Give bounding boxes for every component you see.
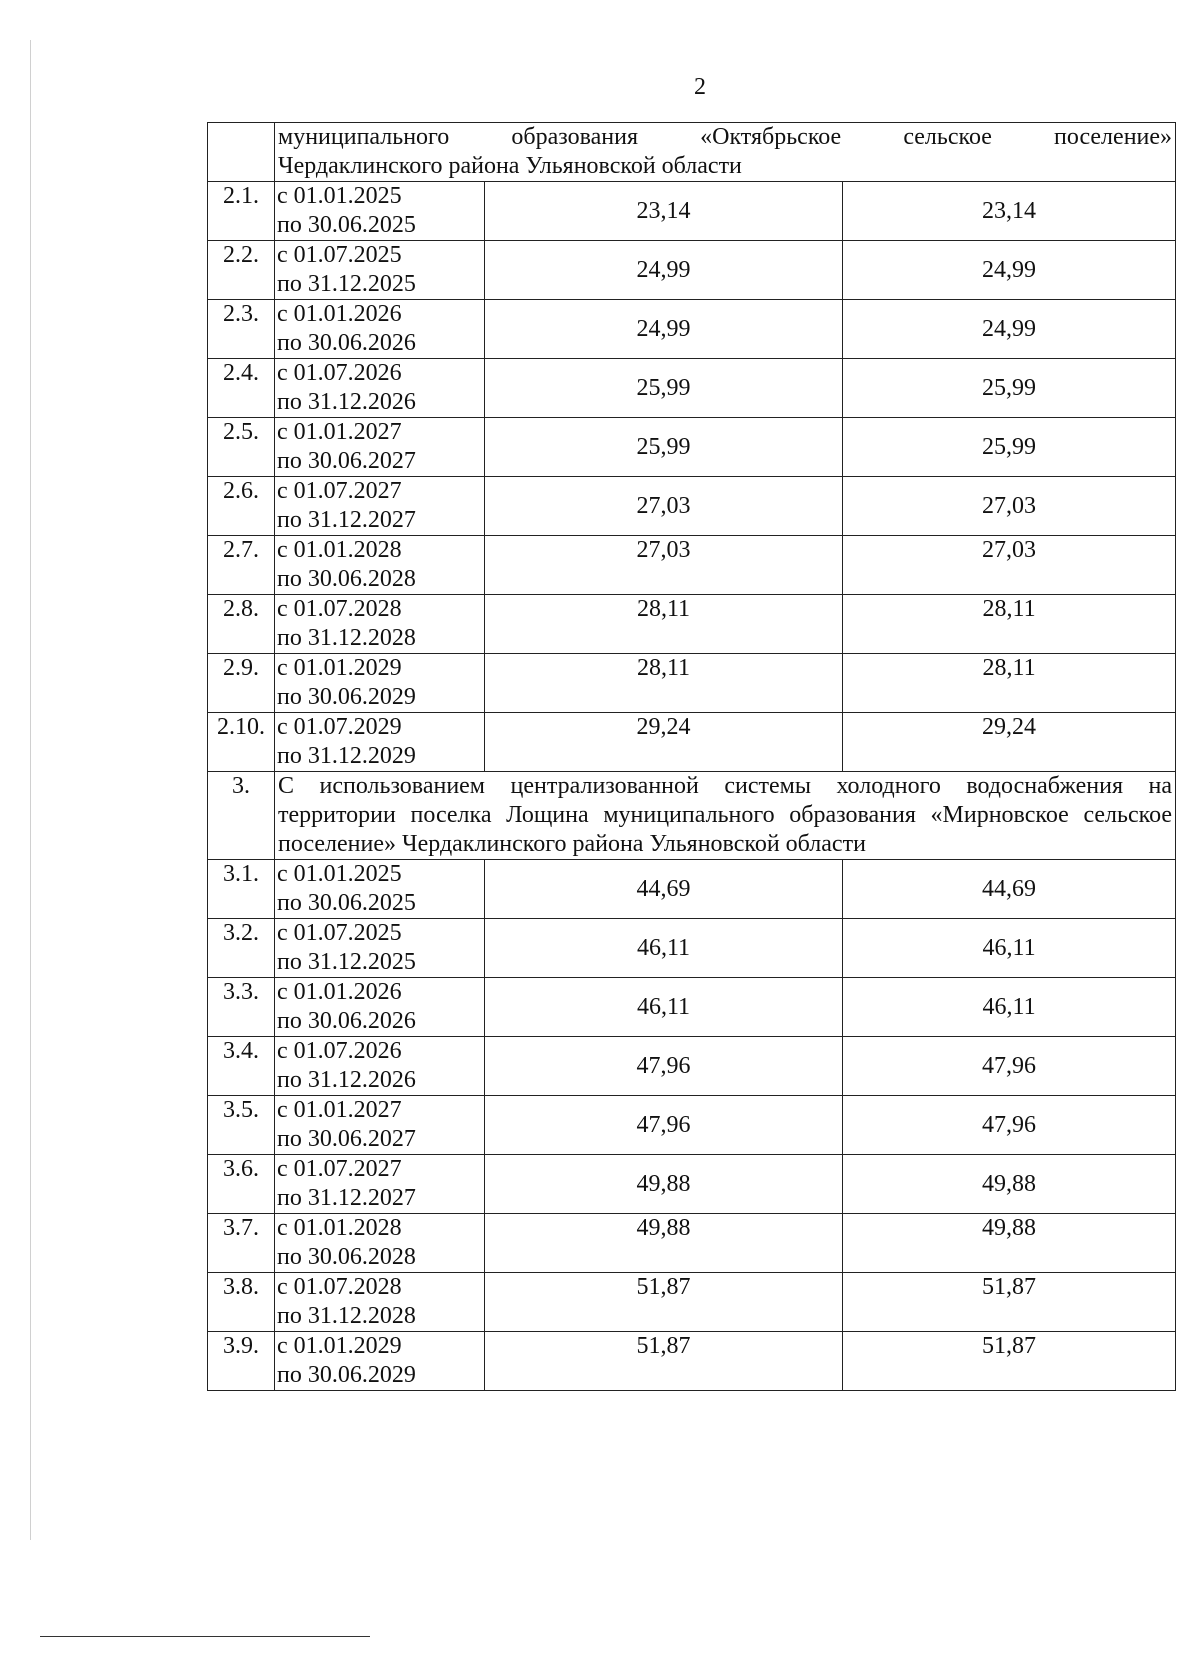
period-to: по 31.12.2025 xyxy=(277,271,416,297)
period-to: по 31.12.2027 xyxy=(277,1185,416,1211)
tariff-value-1: 49,88 xyxy=(485,1214,843,1273)
row-number: 2.8. xyxy=(208,595,275,654)
period-cell xyxy=(275,241,485,300)
period-to: по 31.12.2025 xyxy=(277,949,416,975)
section-3-title: С использованием централизованной системы холодного водоснабжения на территории поселка Лощина муниципального образования «Мирновское сельское поселение» Чердаклинского района Ульяновской области xyxy=(275,772,1176,860)
period-from: с 01.01.2027 xyxy=(277,419,402,445)
section-2-title-continuation xyxy=(275,123,1176,182)
period-cell xyxy=(275,1155,485,1214)
row-number: 2.2. xyxy=(208,241,275,300)
table-row xyxy=(208,978,1176,1037)
footnote-separator xyxy=(40,1636,370,1637)
row-number: 3.1. xyxy=(208,860,275,919)
table-row xyxy=(208,359,1176,418)
period-from: с 01.07.2028 xyxy=(277,1274,402,1300)
row-number: 2.6. xyxy=(208,477,275,536)
table-row xyxy=(208,477,1176,536)
period-cell xyxy=(275,1096,485,1155)
page-margin-line xyxy=(30,40,31,1540)
period-cell xyxy=(275,1273,485,1332)
period-to: по 30.06.2027 xyxy=(277,1126,416,1152)
row-number: 3.6. xyxy=(208,1155,275,1214)
row-number: 3.4. xyxy=(208,1037,275,1096)
period-from: с 01.01.2026 xyxy=(277,301,402,327)
period-cell xyxy=(275,978,485,1037)
period-from: с 01.07.2025 xyxy=(277,920,402,946)
period-from: с 01.01.2025 xyxy=(277,183,402,209)
table-row xyxy=(208,241,1176,300)
period-to: по 30.06.2025 xyxy=(277,212,416,238)
table-row xyxy=(208,1155,1176,1214)
row-number: 3.8. xyxy=(208,1273,275,1332)
row-number: 3.9. xyxy=(208,1332,275,1391)
table-row xyxy=(208,1273,1176,1332)
period-to: по 30.06.2029 xyxy=(277,1362,416,1388)
tariff-value-1: 46,11 xyxy=(485,978,843,1037)
period-to: по 30.06.2028 xyxy=(277,566,416,592)
tariff-value-1: 29,24 xyxy=(485,713,843,772)
table-row xyxy=(208,536,1176,595)
table-row xyxy=(208,713,1176,772)
period-from: с 01.07.2029 xyxy=(277,714,402,740)
period-cell xyxy=(275,595,485,654)
tariff-value-1: 47,96 xyxy=(485,1096,843,1155)
table-row xyxy=(208,1037,1176,1096)
tariff-value-1: 25,99 xyxy=(485,418,843,477)
period-to: по 30.06.2029 xyxy=(277,684,416,710)
period-to: по 31.12.2029 xyxy=(277,743,416,769)
period-to: по 30.06.2027 xyxy=(277,448,416,474)
tariff-value-2: 28,11 xyxy=(843,595,1176,654)
period-to: по 30.06.2028 xyxy=(277,1244,416,1270)
section-2-title-line-2: Чердаклинского района Ульяновской области xyxy=(278,153,742,179)
section-2-title-line-1: муниципального образования «Октябрьское сельское поселение» xyxy=(278,124,1173,150)
period-cell xyxy=(275,477,485,536)
tariff-value-2: 25,99 xyxy=(843,418,1176,477)
tariff-value-1: 27,03 xyxy=(485,477,843,536)
tariff-value-1: 23,14 xyxy=(485,182,843,241)
table-row xyxy=(208,1214,1176,1273)
period-cell xyxy=(275,654,485,713)
period-to: по 31.12.2028 xyxy=(277,1303,416,1329)
period-from: с 01.01.2028 xyxy=(277,1215,402,1241)
period-from: с 01.07.2026 xyxy=(277,360,402,386)
tariff-value-1: 46,11 xyxy=(485,919,843,978)
section-2-header-row xyxy=(208,123,1176,182)
tariff-value-2: 51,87 xyxy=(843,1273,1176,1332)
tariff-value-2: 44,69 xyxy=(843,860,1176,919)
period-cell xyxy=(275,418,485,477)
period-cell xyxy=(275,919,485,978)
section-3-number: 3. xyxy=(208,772,275,860)
period-cell xyxy=(275,713,485,772)
period-to: по 30.06.2026 xyxy=(277,1008,416,1034)
tariff-value-1: 47,96 xyxy=(485,1037,843,1096)
period-cell xyxy=(275,300,485,359)
tariff-value-1: 24,99 xyxy=(485,300,843,359)
row-number: 2.5. xyxy=(208,418,275,477)
period-from: с 01.07.2026 xyxy=(277,1038,402,1064)
row-number: 2.10. xyxy=(208,713,275,772)
tariff-value-2: 23,14 xyxy=(843,182,1176,241)
row-number: 2.4. xyxy=(208,359,275,418)
period-from: с 01.01.2026 xyxy=(277,979,402,1005)
tariff-value-2: 49,88 xyxy=(843,1214,1176,1273)
row-number: 2.9. xyxy=(208,654,275,713)
period-to: по 31.12.2026 xyxy=(277,389,416,415)
tariff-value-2: 25,99 xyxy=(843,359,1176,418)
tariff-value-1: 24,99 xyxy=(485,241,843,300)
table-row xyxy=(208,182,1176,241)
table-row xyxy=(208,919,1176,978)
tariff-value-2: 47,96 xyxy=(843,1037,1176,1096)
period-to: по 30.06.2025 xyxy=(277,890,416,916)
period-cell xyxy=(275,359,485,418)
period-from: с 01.01.2028 xyxy=(277,537,402,563)
tariff-value-2: 27,03 xyxy=(843,477,1176,536)
tariff-value-2: 51,87 xyxy=(843,1332,1176,1391)
table-row xyxy=(208,860,1176,919)
tariff-value-1: 49,88 xyxy=(485,1155,843,1214)
tariff-value-2: 47,96 xyxy=(843,1096,1176,1155)
tariff-value-2: 24,99 xyxy=(843,241,1176,300)
period-cell xyxy=(275,536,485,595)
table-row xyxy=(208,1332,1176,1391)
period-cell xyxy=(275,182,485,241)
row-number: 2.7. xyxy=(208,536,275,595)
tariff-value-1: 25,99 xyxy=(485,359,843,418)
tariff-value-1: 44,69 xyxy=(485,860,843,919)
tariff-value-2: 24,99 xyxy=(843,300,1176,359)
period-to: по 31.12.2027 xyxy=(277,507,416,533)
tariff-value-1: 28,11 xyxy=(485,654,843,713)
tariff-value-2: 49,88 xyxy=(843,1155,1176,1214)
tariff-value-2: 46,11 xyxy=(843,919,1176,978)
tariff-value-2: 46,11 xyxy=(843,978,1176,1037)
table-row xyxy=(208,1096,1176,1155)
period-from: с 01.07.2027 xyxy=(277,1156,402,1182)
period-from: с 01.01.2029 xyxy=(277,1333,402,1359)
table-row xyxy=(208,654,1176,713)
tariff-value-1: 28,11 xyxy=(485,595,843,654)
period-to: по 31.12.2026 xyxy=(277,1067,416,1093)
section-2-number-cell xyxy=(208,123,275,182)
period-from: с 01.01.2027 xyxy=(277,1097,402,1123)
row-number: 3.3. xyxy=(208,978,275,1037)
row-number: 2.1. xyxy=(208,182,275,241)
section-3-header-row xyxy=(208,772,1176,860)
tariff-value-2: 27,03 xyxy=(843,536,1176,595)
tariff-value-1: 27,03 xyxy=(485,536,843,595)
period-from: с 01.01.2025 xyxy=(277,861,402,887)
period-cell xyxy=(275,1214,485,1273)
period-from: с 01.07.2027 xyxy=(277,478,402,504)
table-row xyxy=(208,300,1176,359)
row-number: 3.2. xyxy=(208,919,275,978)
period-cell xyxy=(275,1332,485,1391)
period-cell xyxy=(275,1037,485,1096)
period-from: с 01.01.2029 xyxy=(277,655,402,681)
table-row xyxy=(208,418,1176,477)
period-to: по 30.06.2026 xyxy=(277,330,416,356)
row-number: 3.5. xyxy=(208,1096,275,1155)
table-row xyxy=(208,595,1176,654)
tariff-value-2: 29,24 xyxy=(843,713,1176,772)
period-from: с 01.07.2028 xyxy=(277,596,402,622)
tariff-value-2: 28,11 xyxy=(843,654,1176,713)
row-number: 2.3. xyxy=(208,300,275,359)
period-cell xyxy=(275,860,485,919)
period-to: по 31.12.2028 xyxy=(277,625,416,651)
period-from: с 01.07.2025 xyxy=(277,242,402,268)
page-number: 2 xyxy=(694,74,706,100)
tariff-table xyxy=(207,122,1176,1391)
row-number: 3.7. xyxy=(208,1214,275,1273)
tariff-value-1: 51,87 xyxy=(485,1273,843,1332)
tariff-value-1: 51,87 xyxy=(485,1332,843,1391)
